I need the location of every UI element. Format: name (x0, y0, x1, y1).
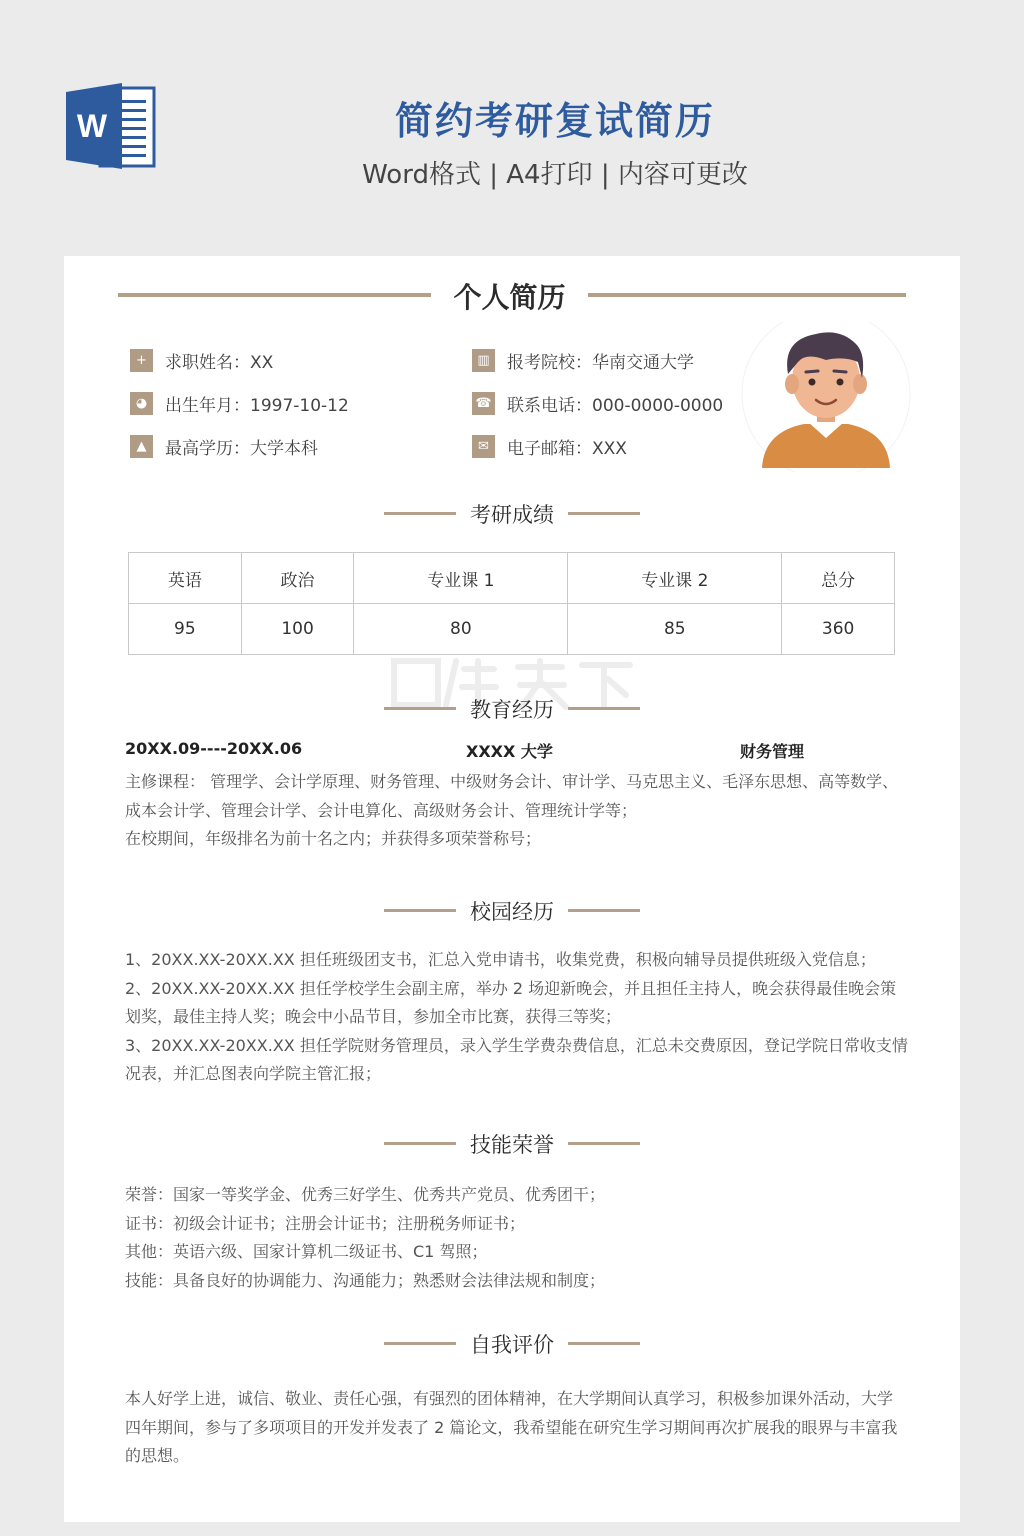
info-degree (130, 434, 318, 459)
section-campus-header (384, 896, 640, 926)
score-header-politics: 政治 (241, 553, 354, 604)
list-item: 技能：具备良好的协调能力、沟通能力；熟悉财会法律法规和制度； (125, 1270, 606, 1290)
table-row (129, 604, 895, 655)
section-skills-title: 技能荣誉 (470, 1133, 554, 1157)
score-major1: 80 (354, 604, 568, 655)
info-phone (472, 391, 723, 416)
education-courses: 主修课程： 管理学、会计学原理、财务管理、中级财务会计、审计学、马克思主义、毛泽东思想、高等数学、成本会计学、管理会计学、会计电算化、高级财务会计、管理统计学等； (125, 772, 899, 820)
section-campus-title: 校园经历 (470, 900, 554, 924)
info-phone-text: 联系电话：000-0000-0000 (507, 396, 724, 416)
list-item: 其他：英语六级、国家计算机二级证书、C1 驾照； (125, 1242, 488, 1261)
info-degree-text: 最高学历：大学本科 (165, 439, 318, 459)
resume-title-text: 个人简历 (453, 281, 566, 314)
list-item: 1、20XX.XX-20XX.XX 担任班级团支书，汇总入党申请书，收集党费，积极向辅导员提供班级入党信息； (125, 950, 876, 969)
info-birth-text: 出生年月：1997-10-12 (165, 396, 349, 416)
page-title: 简约考研复试简历 (394, 99, 715, 143)
resume-paper (64, 256, 960, 1522)
info-name-text: 求职姓名：XX (165, 353, 274, 373)
info-school-text: 报考院校：华南交通大学 (507, 353, 694, 373)
skills-details (125, 1181, 908, 1295)
list-item: 3、20XX.XX-20XX.XX 担任学院财务管理员，录入学生学费杂费信息，汇总未交费原因，登记学院日常收支情况表，并汇总图表向学院主管汇报； (125, 1035, 908, 1083)
score-header-major2: 专业课 2 (568, 553, 782, 604)
users-icon: ◕ (130, 392, 153, 415)
self-eval-text: 本人好学上进，诚信、敬业、责任心强，有强烈的团体精神，在大学期间认真学习，积极参加课外活动，大学四年期间，参与了多项项目的开发并发表了 2 篇论文，我希望能在研究生学习期间再次扩展我的眼界与丰富我的思想。 (125, 1389, 898, 1465)
info-school (472, 348, 694, 373)
avatar (740, 322, 912, 472)
section-self-eval-header (384, 1329, 640, 1359)
page-subtitle: Word格式 | A4打印 | 内容可更改 (362, 160, 748, 190)
list-item: 荣誉：国家一等奖学金、优秀三好学生、优秀共产党员、优秀团干； (125, 1185, 606, 1204)
title-divider-right (588, 293, 906, 297)
education-details (125, 768, 908, 854)
info-email-text: 电子邮箱：XXX (507, 439, 627, 459)
section-self-eval-title: 自我评价 (470, 1333, 554, 1357)
graduation-cap-icon: ▲ (130, 435, 153, 458)
phone-icon: ☎ (472, 392, 495, 415)
section-education-header (384, 694, 640, 724)
mail-icon: ✉ (472, 435, 495, 458)
score-politics: 100 (241, 604, 354, 655)
education-period: 20XX.09----20XX.06 (125, 739, 303, 758)
table-header-row (129, 553, 895, 604)
score-header-major1: 专业课 1 (354, 553, 568, 604)
score-header-english: 英语 (129, 553, 242, 604)
word-icon-letter: W (76, 108, 108, 144)
resume-title (118, 276, 906, 316)
word-document-icon (64, 80, 156, 172)
add-user-icon: + (130, 349, 153, 372)
self-eval-details (125, 1385, 908, 1471)
page-header (0, 0, 1024, 250)
campus-details (125, 946, 908, 1089)
score-header-total: 总分 (782, 553, 895, 604)
score-major2: 85 (568, 604, 782, 655)
section-scores-header (384, 499, 640, 529)
section-scores-title: 考研成绩 (470, 503, 554, 527)
education-major: 财务管理 (740, 742, 805, 761)
education-school: XXXX 大学 (466, 742, 553, 761)
section-education-title: 教育经历 (470, 698, 554, 722)
education-rank: 在校期间，年级排名为前十名之内；并获得多项荣誉称号； (125, 829, 542, 848)
building-icon: ▥ (472, 349, 495, 372)
info-birth (130, 391, 349, 416)
score-total: 360 (782, 604, 895, 655)
title-divider-left (118, 293, 431, 297)
list-item: 2、20XX.XX-20XX.XX 担任学校学生会副主席，举办 2 场迎新晚会，并且担任主持人，晚会获得最佳晚会策划奖，最佳主持人奖；晚会中小品节目，参加全市比赛，获得三等奖； (125, 978, 897, 1026)
score-english: 95 (129, 604, 242, 655)
info-email (472, 434, 627, 459)
list-item: 证书：初级会计证书；注册会计证书；注册税务师证书； (125, 1213, 526, 1233)
info-name (130, 348, 273, 373)
scores-table (128, 552, 895, 655)
education-summary (125, 739, 905, 763)
section-skills-header (384, 1129, 640, 1159)
